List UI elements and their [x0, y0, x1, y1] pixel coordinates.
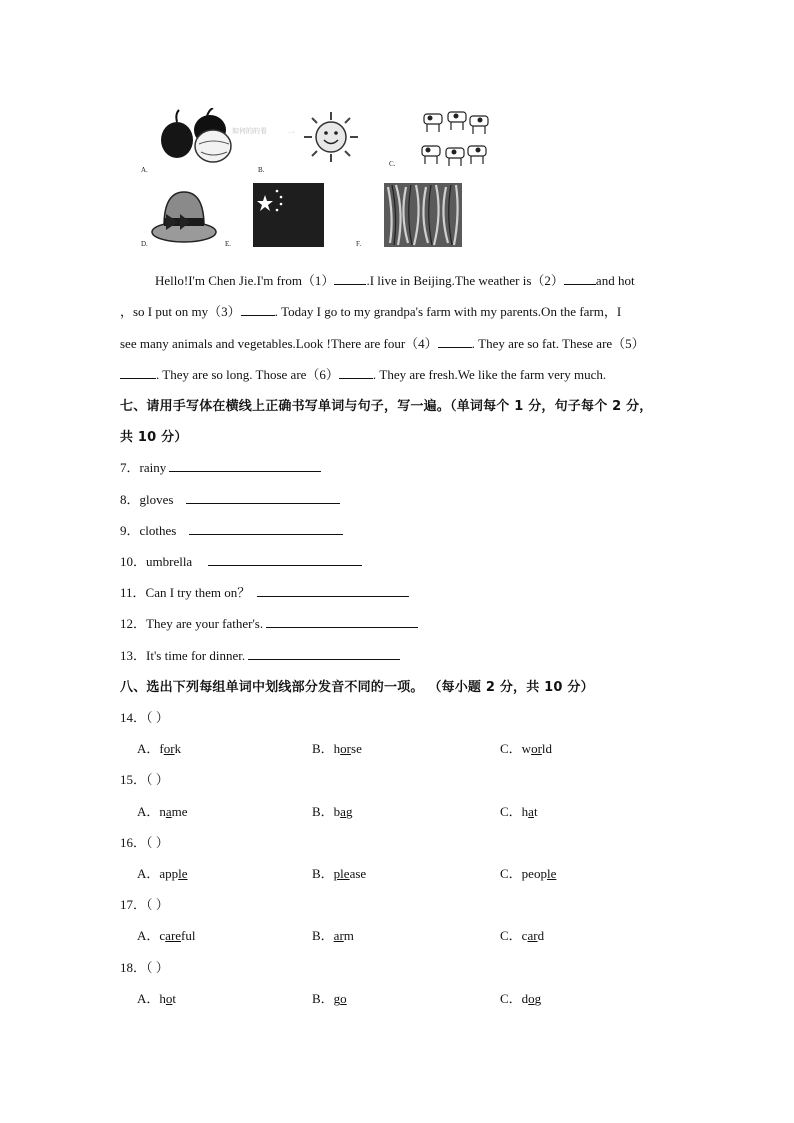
- underlined-part: a: [165, 804, 172, 819]
- option-letter: B．: [312, 866, 334, 881]
- answer-blank-1[interactable]: [334, 272, 366, 285]
- option-letter: C．: [500, 866, 522, 881]
- word-part: t: [533, 804, 538, 819]
- option-letter: B．: [312, 928, 334, 943]
- passage-line-1: [155, 270, 635, 289]
- word-part: h: [159, 991, 166, 1006]
- writing-item-10: [120, 551, 362, 570]
- writing-line[interactable]: [169, 459, 321, 472]
- option-16-a[interactable]: [137, 863, 188, 882]
- picture-label-a: A.: [141, 166, 148, 174]
- underlined-part: a: [528, 804, 534, 819]
- word-part: g: [534, 991, 542, 1006]
- word-part: ld: [541, 741, 553, 756]
- word-part: m: [343, 928, 354, 943]
- option-letter: A．: [137, 804, 160, 819]
- picture-d-hat: [150, 186, 218, 248]
- word-part: b: [333, 804, 341, 819]
- option-16-c[interactable]: [500, 863, 556, 882]
- option-letter: A．: [137, 928, 160, 943]
- word-part: g: [345, 804, 353, 819]
- writing-line[interactable]: [266, 615, 418, 628]
- picture-label-e: E.: [225, 240, 232, 248]
- answer-blank-6[interactable]: [339, 366, 373, 379]
- underlined-part: ple: [333, 866, 350, 881]
- word-part: peop: [521, 866, 547, 881]
- option-14-b[interactable]: [312, 738, 362, 757]
- question-15-number[interactable]: 15．（ ）: [120, 772, 169, 787]
- answer-blank-2[interactable]: [564, 272, 596, 285]
- underlined-part: o: [165, 991, 173, 1006]
- option-letter: C．: [500, 741, 522, 756]
- section-7-heading-cont: 共 10 分）: [120, 430, 188, 445]
- option-15-c[interactable]: [500, 801, 538, 820]
- writing-prompt: 8．gloves: [120, 492, 174, 507]
- option-letter: B．: [312, 741, 334, 756]
- option-18-a[interactable]: [137, 988, 176, 1007]
- picture-label-f: F.: [356, 240, 362, 248]
- underlined-part: a: [340, 804, 346, 819]
- answer-blank-3[interactable]: [241, 303, 275, 316]
- writing-item-8: [120, 489, 340, 508]
- underlined-part: le: [546, 866, 557, 881]
- underlined-part: le: [178, 866, 188, 881]
- picture-label-c: C.: [389, 160, 396, 168]
- writing-line[interactable]: [189, 522, 343, 535]
- writing-item-7: [120, 457, 321, 476]
- writing-line[interactable]: [208, 553, 362, 566]
- picture-a-onions: [155, 108, 245, 168]
- passage-line-3: [120, 333, 645, 352]
- word-part: d: [537, 928, 545, 943]
- answer-blank-4[interactable]: [438, 335, 472, 348]
- writing-item-13: [120, 645, 400, 664]
- picture-label-b: B.: [258, 166, 265, 174]
- option-14-a[interactable]: [137, 738, 181, 757]
- word-part: n: [159, 804, 166, 819]
- answer-blank-5[interactable]: [120, 366, 156, 379]
- passage-text: . Today I go to my grandpa's farm with my parents.On the farm，I: [274, 304, 622, 319]
- writing-prompt: 13．It's time for dinner.: [120, 648, 246, 663]
- picture-e-flag: [253, 183, 324, 247]
- section-7-heading: 七、请用手写体在横线上正确书写单词与句子，写一遍。（单词每个 1 分，句子每个 2 分，: [120, 399, 653, 414]
- option-18-c[interactable]: [500, 988, 541, 1007]
- underlined-part: ar: [527, 928, 538, 943]
- underlined-part: ar: [333, 928, 344, 943]
- option-17-b[interactable]: [312, 925, 354, 944]
- picture-b-caption: 一: [288, 129, 295, 137]
- writing-prompt: 7．rainy: [120, 460, 167, 475]
- writing-item-12: [120, 613, 418, 632]
- word-part: k: [174, 741, 182, 756]
- question-14-number[interactable]: 14．（ ）: [120, 710, 169, 725]
- option-letter: B．: [312, 991, 334, 1006]
- word-part: ase: [349, 866, 367, 881]
- section-8-heading: 八、选出下列每组单词中划线部分发音不同的一项。 （每小题 2 分，共 10 分）: [120, 680, 594, 695]
- word-part: c: [159, 928, 166, 943]
- picture-f-green-beans: [384, 183, 462, 247]
- word-part: d: [521, 991, 529, 1006]
- writing-item-11: [120, 582, 409, 601]
- word-part: app: [159, 866, 179, 881]
- option-14-c[interactable]: [500, 738, 552, 757]
- word-part: h: [521, 804, 529, 819]
- underlined-part: or: [340, 741, 352, 756]
- picture-a-caption: 如何的的看: [232, 127, 267, 135]
- word-part: t: [172, 991, 177, 1006]
- option-letter: C．: [500, 928, 522, 943]
- passage-line-4: [120, 364, 606, 383]
- word-part: me: [171, 804, 188, 819]
- word-part: w: [521, 741, 532, 756]
- writing-prompt: 11．Can I try them on？: [120, 585, 251, 600]
- question-18-number[interactable]: 18．（ ）: [120, 960, 169, 975]
- passage-text: .I live in Beijing.The weather is（2）: [366, 273, 564, 288]
- option-letter: C．: [500, 991, 522, 1006]
- option-letter: A．: [137, 866, 160, 881]
- word-part: g: [333, 991, 341, 1006]
- word-part: se: [351, 741, 362, 756]
- passage-text: Hello!I'm Chen Jie.I'm from（1）: [155, 273, 335, 288]
- writing-prompt: 12．They are your father's.: [120, 616, 264, 631]
- option-letter: B．: [312, 804, 334, 819]
- word-part: ful: [181, 928, 196, 943]
- option-15-b[interactable]: [312, 801, 352, 820]
- underlined-part: o: [340, 991, 347, 1006]
- writing-prompt: 9．clothes: [120, 523, 177, 538]
- question-16-number[interactable]: 16．（ ）: [120, 835, 169, 850]
- word-part: c: [521, 928, 528, 943]
- picture-label-d: D.: [141, 240, 148, 248]
- passage-text: see many animals and vegetables.Look !There are four（4）: [120, 336, 438, 351]
- option-17-a[interactable]: [137, 925, 196, 944]
- passage-text: . They are so long. Those are（6）: [156, 367, 339, 382]
- option-letter: C．: [500, 804, 522, 819]
- option-16-b[interactable]: [312, 863, 366, 882]
- option-18-b[interactable]: [312, 988, 347, 1007]
- question-17-number[interactable]: 17．（ ）: [120, 897, 169, 912]
- writing-line[interactable]: [257, 584, 409, 597]
- writing-prompt: 10．umbrella: [120, 554, 193, 569]
- underlined-part: or: [163, 741, 175, 756]
- option-letter: A．: [137, 991, 160, 1006]
- writing-item-9: [120, 520, 343, 539]
- picture-b-sun: [300, 110, 362, 164]
- word-part: f: [159, 741, 164, 756]
- underlined-part: o: [528, 991, 535, 1006]
- passage-text: . They are fresh.We like the farm very much.: [372, 367, 607, 382]
- option-15-a[interactable]: [137, 801, 188, 820]
- passage-text: . They are so fat. These are（5）: [471, 336, 645, 351]
- writing-line[interactable]: [186, 491, 340, 504]
- passage-text: and hot: [595, 273, 635, 288]
- writing-line[interactable]: [248, 647, 400, 660]
- word-part: h: [333, 741, 341, 756]
- passage-line-2: [120, 301, 621, 320]
- underlined-part: are: [165, 928, 182, 943]
- underlined-part: or: [531, 741, 542, 756]
- picture-c-cows: [418, 108, 492, 170]
- option-letter: A．: [137, 741, 160, 756]
- option-17-c[interactable]: [500, 925, 544, 944]
- passage-text: ，so I put on my（3）: [120, 304, 241, 319]
